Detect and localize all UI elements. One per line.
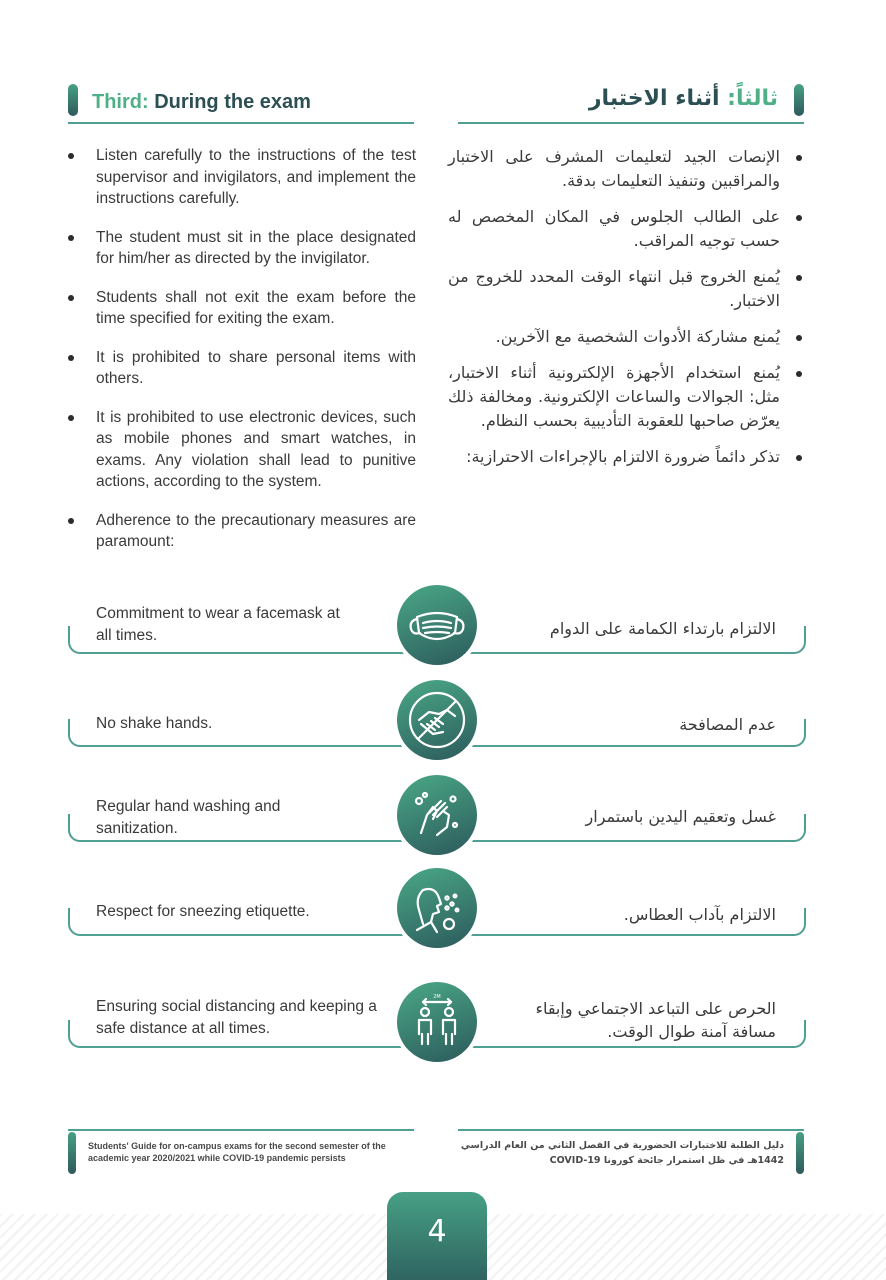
bullet-dot	[796, 275, 802, 281]
list-item: It is prohibited to share personal items with others.	[66, 347, 416, 390]
measure-text-en: Regular hand washing and sanitization.	[96, 798, 281, 837]
list-item: Adherence to the precautionary measures are paramount:	[66, 510, 416, 553]
page-number: 4	[427, 1214, 447, 1249]
bullet-dot	[68, 235, 74, 241]
list-item: يُمنع الخروج قبل انتهاء الوقت المحدد للخروج من الاختبار.	[448, 265, 806, 313]
measure-text-ar: الالتزام بارتداء الكمامة على الدوام	[549, 619, 776, 638]
measure-text-ar: الالتزام بآداب العطاس.	[623, 905, 776, 924]
distance-label: 2M	[433, 994, 441, 1000]
section-title-ar: ثالثاً: أثناء الاختبار	[588, 86, 778, 111]
hand-washing-icon	[397, 775, 477, 855]
footer-rule-right	[458, 1129, 804, 1131]
footer-rule-left	[68, 1129, 414, 1131]
bullet-dot	[796, 455, 802, 461]
bullet-list-en	[66, 145, 416, 553]
section-title-en: Third: During the exam	[92, 91, 311, 113]
bullet-dot	[68, 355, 74, 361]
measure-text-en: Ensuring social distancing and keeping a safe distance at all times.	[96, 998, 377, 1037]
header-bar-right	[794, 84, 804, 116]
measure-text-ar: الحرص على التباعد الاجتماعي وإبقاء مسافة آمنة طوال الوقت.	[535, 999, 776, 1041]
list-item: يُمنع استخدام الأجهزة الإلكترونية أثناء الاختبار، مثل: الجوالات والساعات الإلكترونية. ومخالفة ذلك يعرّض صاحبها للعقوبة التأديبية بحسب النظام.	[448, 361, 806, 433]
measure-text-en: No shake hands.	[96, 715, 213, 732]
header-rule-left	[68, 122, 414, 124]
list-item: It is prohibited to use electronic devices, such as mobile phones and smart watches, in exams. Any violation shall lead to punitive actions, according to the system.	[66, 407, 416, 493]
bullet-dot	[796, 371, 802, 377]
bullet-dot	[68, 518, 74, 524]
bullet-list-ar	[448, 145, 806, 469]
list-item: Listen carefully to the instructions of the test supervisor and invigilators, and implement the instructions carefully.	[66, 145, 416, 210]
measure-text-ar: غسل وتعقيم اليدين باستمرار	[585, 807, 776, 826]
list-item: تذكر دائماً ضرورة الالتزام بالإجراءات الاحترازية:	[448, 445, 806, 469]
bullet-dot	[68, 153, 74, 159]
social-distancing-icon	[397, 982, 477, 1062]
list-item: الإنصات الجيد لتعليمات المشرف على الاختبار والمراقبين وتنفيذ التعليمات بدقة.	[448, 145, 806, 193]
header-rule-right	[458, 122, 804, 124]
list-item: The student must sit in the place designated for him/her as directed by the invigilator.	[66, 227, 416, 270]
footer-bar-right	[796, 1132, 804, 1174]
bullet-dot	[796, 335, 802, 341]
bullet-dot	[796, 215, 802, 221]
footer-bar-left	[68, 1132, 76, 1174]
bullet-dot	[796, 155, 802, 161]
header-bar-left	[68, 84, 78, 116]
bullet-dot	[68, 415, 74, 421]
measure-text-en: Respect for sneezing etiquette.	[96, 903, 310, 920]
list-item: Students shall not exit the exam before the time specified for exiting the exam.	[66, 287, 416, 330]
measure-text-en: Commitment to wear a facemask at all times.	[96, 605, 340, 644]
sneezing-icon	[397, 868, 477, 948]
list-item: على الطالب الجلوس في المكان المخصص له حسب توجيه المراقب.	[448, 205, 806, 253]
facemask-icon	[397, 585, 477, 665]
footer-text-en: Students' Guide for on-campus exams for the second semester of the academic year 2020/2021 while COVID-19 pandemic persists	[88, 1141, 386, 1163]
list-item: يُمنع مشاركة الأدوات الشخصية مع الآخرين.	[448, 325, 806, 349]
measure-text-ar: عدم المصافحة	[679, 715, 776, 734]
footer-text-ar: دليل الطلبة للاختبارات الحضورية في الفصل الثاني من العام الدراسي 1442هـ في ظل استمرار جائحة كورونا COVID-19	[460, 1140, 784, 1166]
no-handshake-icon	[397, 680, 477, 760]
bullet-dot	[68, 295, 74, 301]
page-number-tab	[387, 1192, 487, 1280]
